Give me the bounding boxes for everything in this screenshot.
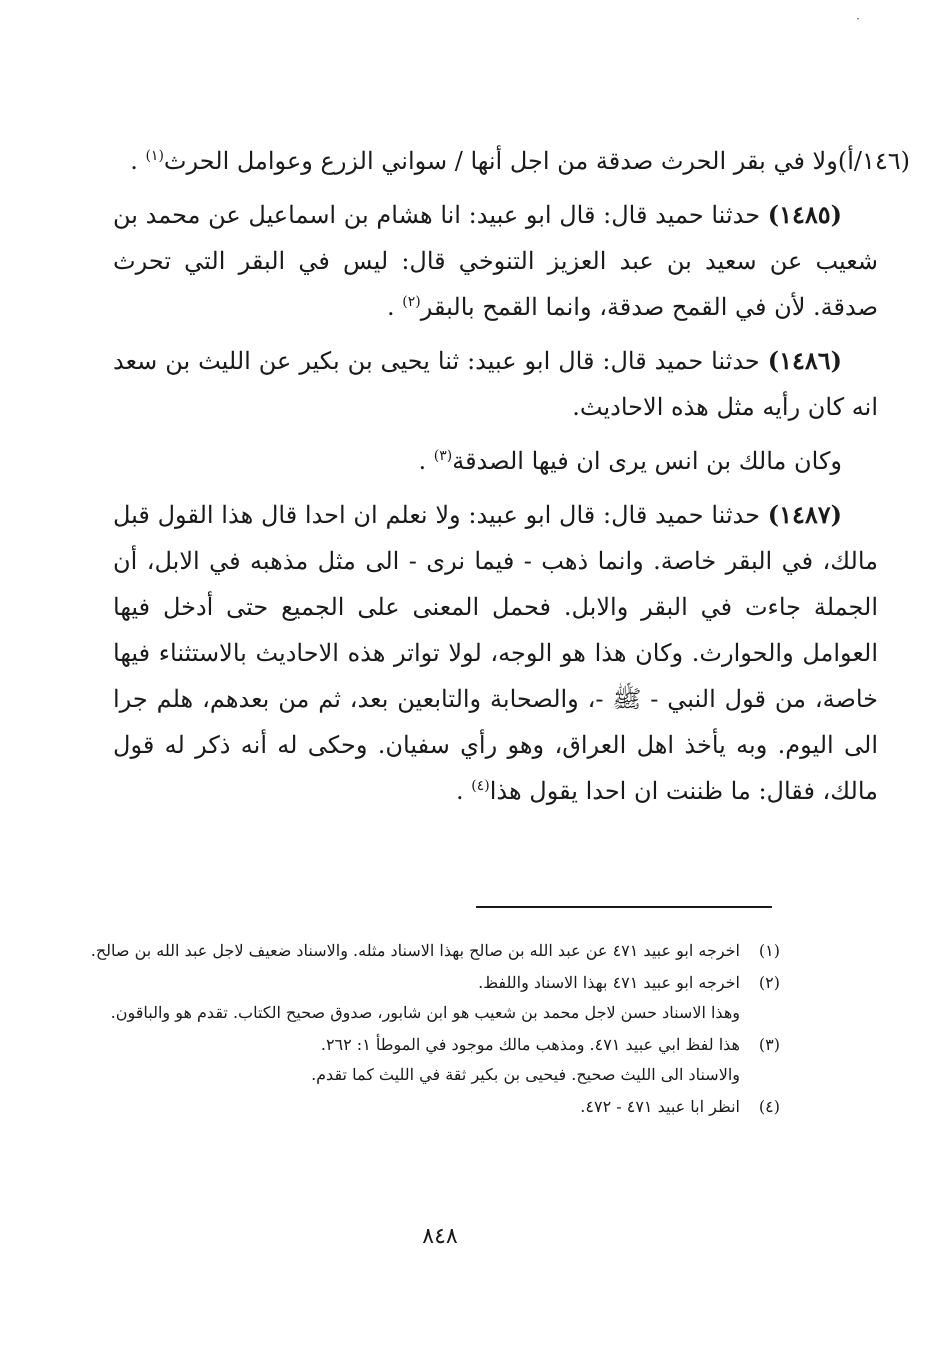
paragraph-1487 xyxy=(113,492,878,814)
footnote-ref-4: (٤) xyxy=(471,778,490,794)
malik-text: وكان مالك بن انس يرى ان فيها الصدقة xyxy=(452,447,842,475)
paragraph-1485 xyxy=(113,192,878,330)
footnotes xyxy=(80,936,780,1124)
page-number: ٨٤٨ xyxy=(422,1224,458,1249)
hadith-text-1485: حدثنا حميد قال: قال ابو عبيد: انا هشام بن اسماعيل عن محمد بن شعيب عن سعيد بن عبد العزيز التنوخي قال: ليس في البقر التي تحرث صدقة. لأن في القمح صدقة، وانما القمح بالبقر xyxy=(113,201,878,321)
corner-mark: · xyxy=(856,12,860,26)
footnote-line: اخرجه ابو عبيد ٤٧١ بهذا الاسناد واللفظ. xyxy=(478,973,740,992)
footnote-number: (٤) xyxy=(758,1097,780,1116)
paragraph-end: . xyxy=(130,147,146,175)
hadith-number-1486: (١٤٨٦) xyxy=(767,346,842,375)
paragraph-end: . xyxy=(418,447,434,475)
paragraph-end: . xyxy=(456,777,472,805)
footnote-ref-1: (١) xyxy=(145,148,164,164)
paragraph-end: . xyxy=(387,293,403,321)
footnote-2 xyxy=(80,968,780,1028)
hadith-text-1486: حدثنا حميد قال: قال ابو عبيد: ثنا يحيى بن بكير عن الليث بن سعد انه كان رأيه مثل هذه الاحاديث. xyxy=(113,347,878,421)
footnote-line: هذا لفظ ابي عبيد ٤٧١. ومذهب مالك موجود في الموطأ ١: ٢٦٢. xyxy=(320,1035,740,1054)
hadith-number-1485: (١٤٨٥) xyxy=(767,200,842,229)
hadith-number-1487: (١٤٨٧) xyxy=(767,500,842,529)
hadith-text-1487: حدثنا حميد قال: قال ابو عبيد: ولا نعلم ان احدا قال هذا القول قبل مالك، في البقر خاصة. وانما ذهب - فيما نرى - الى مثل مذهبه في الابل، أن الجملة جاءت في البقر والابل. فحمل المعنى على الجميع حتى أدخل فيها العوامل والحوارث. وكان هذا هو الوجه، لولا تواتر هذه الاحاديث بالاستثناء فيها خاصة، من قول النبي - ﷺ -، والصحابة والتابعين بعد، ثم من بعدهم، هلم جرا الى اليوم. وبه يأخذ اهل العراق، وهو رأي سفيان. وحكى له أنه ذكر له قول مالك، فقال: ما ظننت ان احدا يقول هذا xyxy=(113,501,879,805)
footnote-number: (١) xyxy=(758,941,780,960)
paragraph-1486 xyxy=(113,338,878,430)
opening-text: (١٤٦/أ)ولا في بقر الحرث صدقة من اجل أنها / سواني الزرع وعوامل الحرث xyxy=(163,147,910,175)
footnote-4 xyxy=(80,1092,780,1122)
footnote-line: انظر ابا عبيد ٤٧١ - ٤٧٢. xyxy=(580,1097,740,1116)
footnote-number: (٣) xyxy=(758,1035,780,1054)
footnote-line: اخرجه ابو عبيد ٤٧١ عن عبد الله بن صالح بهذا الاسناد مثله. والاسناد ضعيف لاجل عبد الله بن صالح. xyxy=(90,941,740,960)
paragraph-opening xyxy=(113,138,910,184)
main-text xyxy=(113,138,910,822)
footnote-3 xyxy=(80,1030,780,1090)
footnote-line: وهذا الاسناد حسن لاجل محمد بن شعيب هو ابن شابور، صدوق صحيح الكتاب. تقدم هو والباقون. xyxy=(110,1003,740,1022)
footnote-number: (٢) xyxy=(758,973,780,992)
paragraph-malik xyxy=(113,438,878,484)
footnote-ref-2: (٢) xyxy=(402,294,421,310)
footnote-line: والاسناد الى الليث صحيح. فيحيى بن بكير ثقة في الليث كما تقدم. xyxy=(311,1065,740,1084)
footnote-1 xyxy=(80,936,780,966)
footnote-ref-3: (٣) xyxy=(433,448,453,464)
footnote-divider xyxy=(476,906,772,908)
